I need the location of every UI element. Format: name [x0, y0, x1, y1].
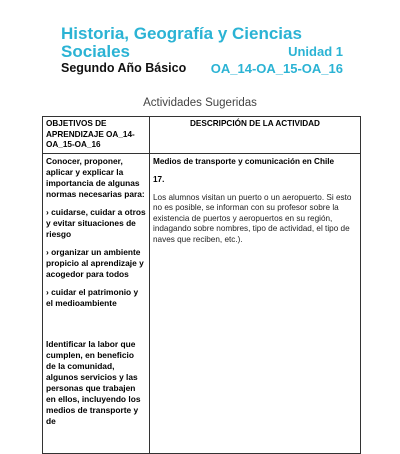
subject-title-line2: Sociales: [61, 42, 130, 61]
grade-label: Segundo Año Básico: [61, 61, 187, 75]
objective-intro: Conocer, proponer, aplicar y explicar la importancia de algunas normas necesarias para:: [46, 155, 145, 199]
subject-title-line1: Historia, Geografía y Ciencias: [61, 24, 302, 43]
table-row: [43, 153, 361, 453]
table-header-row: [43, 117, 361, 154]
activity-description: Los alumnos visitan un puerto o un aeropuerto. Si esto no es posible, se informan con su profesor sobre la existencia de puertos y aeropuertos en su región, indagando sobre nombres, tipo de actividad, el tipo de naves que reciben, etc.).: [153, 192, 352, 244]
objective-codes: OA_14-OA_15-OA_16: [210, 61, 343, 76]
section-title: Actividades Sugeridas: [143, 97, 257, 109]
objective-item: › organizar un ambiente propicio al aprendizaje y acogedor para todos: [46, 246, 144, 279]
activity-number: 17.: [153, 175, 165, 184]
activity-title: Medios de transporte y comunicación en Chile: [153, 156, 335, 166]
objective-item: › cuidar el patrimonio y el medioambiente: [46, 286, 139, 308]
objectives-header: OBJETIVOS DE APRENDIZAJE OA_14-OA_15-OA_16: [43, 117, 150, 154]
activity-header: DESCRIPCIÓN DE LA ACTIVIDAD: [150, 117, 361, 154]
activities-table: [42, 116, 361, 454]
objective-item: › cuidarse, cuidar a otros y evitar situaciones de riesgo: [46, 206, 146, 239]
objectives-cell: [43, 153, 150, 453]
activity-cell: [150, 153, 361, 453]
unit-label: Unidad 1: [288, 44, 343, 59]
objective-paragraph: Identificar la labor que cumplen, en beneficio de la comunidad, algunos servicios y las personas que trabajen en ellos, incluyendo los medios de transporte y de: [46, 338, 141, 426]
